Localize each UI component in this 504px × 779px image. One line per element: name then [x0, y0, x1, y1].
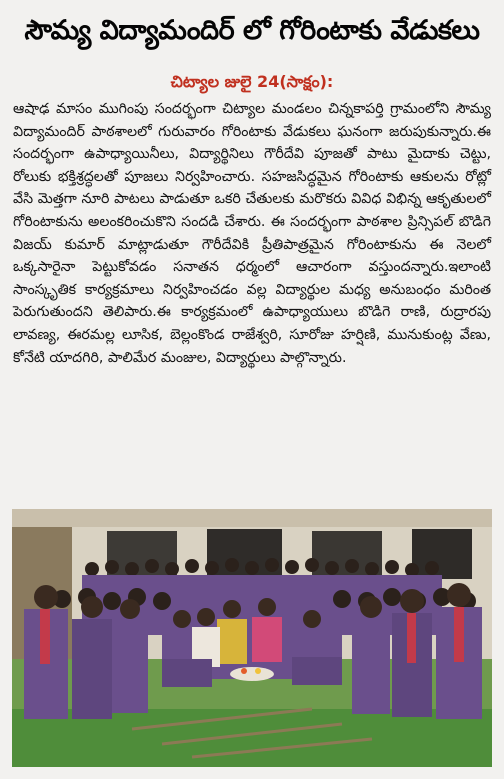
- group-photo-students-icon: [12, 509, 492, 767]
- news-clipping: [0, 14, 504, 779]
- dateline: చిట్యాల జులై 24(సాక్షం):: [170, 72, 334, 91]
- group-photo: [12, 509, 492, 767]
- article-body: ఆషాఢ మాసం ముగింపు సందర్భంగా చిట్యాల మండలం చిన్నకాపర్తి గ్రామంలోని సౌమ్య విద్యామందిర్ పాఠశాలలో గురువారం గోరింటాకు వేడుకలు ఘనంగా జరుపుకున్నారు.ఈ సందర్భంగా ఉపాధ్యాయినీలు, విద్యార్థినిలు గౌరీదేవి పూజతో పాటు మైదాకు చెట్టు, రోలుకు భక్తిశ్రద్ధలతో పూజలు నిర్వహించారు. సహజసిద్ధమైన గోరింటాకు ఆకులను రోట్లో వేసి మెత్తగా నూరి పాటలు పాడుతూ ఒకరి చేతులకు మరొకరు వివిధ విభిన్న ఆకృతులలో గోరింటాకును అలంకరించుకొని సందడి చేశారు. ఈ సందర్భంగా పాఠశాల ప్రిన్సిపల్ బొడిగె విజయ్ కుమార్ మాట్లాడుతూ గౌరీదేవికి ప్రీతిపాత్రమైన గోరింటాకును ఈ నెలలో ఒక్కసారైనా పెట్టుకోవడం సనాతన ధర్మంలో ఆచారంగా వస్తుందన్నారు.ఇలాంటి సాంస్కృతిక కార్యక్రమాలు నిర్వహించడం వల్ల విద్యార్థుల మధ్య అనుబంధం మరింత పెరుగుతుందని తెలిపారు.ఈ కార్యక్రమంలో ఉపాధ్యాయులు బొడిగె రాణి, రుద్రారపు లావణ్య, ఈరమల్ల లూసిక, బెల్లంకొండ రాజేశ్వరి, సూరోజు హర్షిణి, మునుకుంట్ల వేణు, కోనేటి యాదగిరి, పాలిమేర మంజుల, విద్యార్థులు పాల్గొన్నారు.: [13, 101, 491, 366]
- headline: సౌమ్య విద్యామందిర్ లో గోరింటాకు వేడుకలు: [24, 15, 480, 46]
